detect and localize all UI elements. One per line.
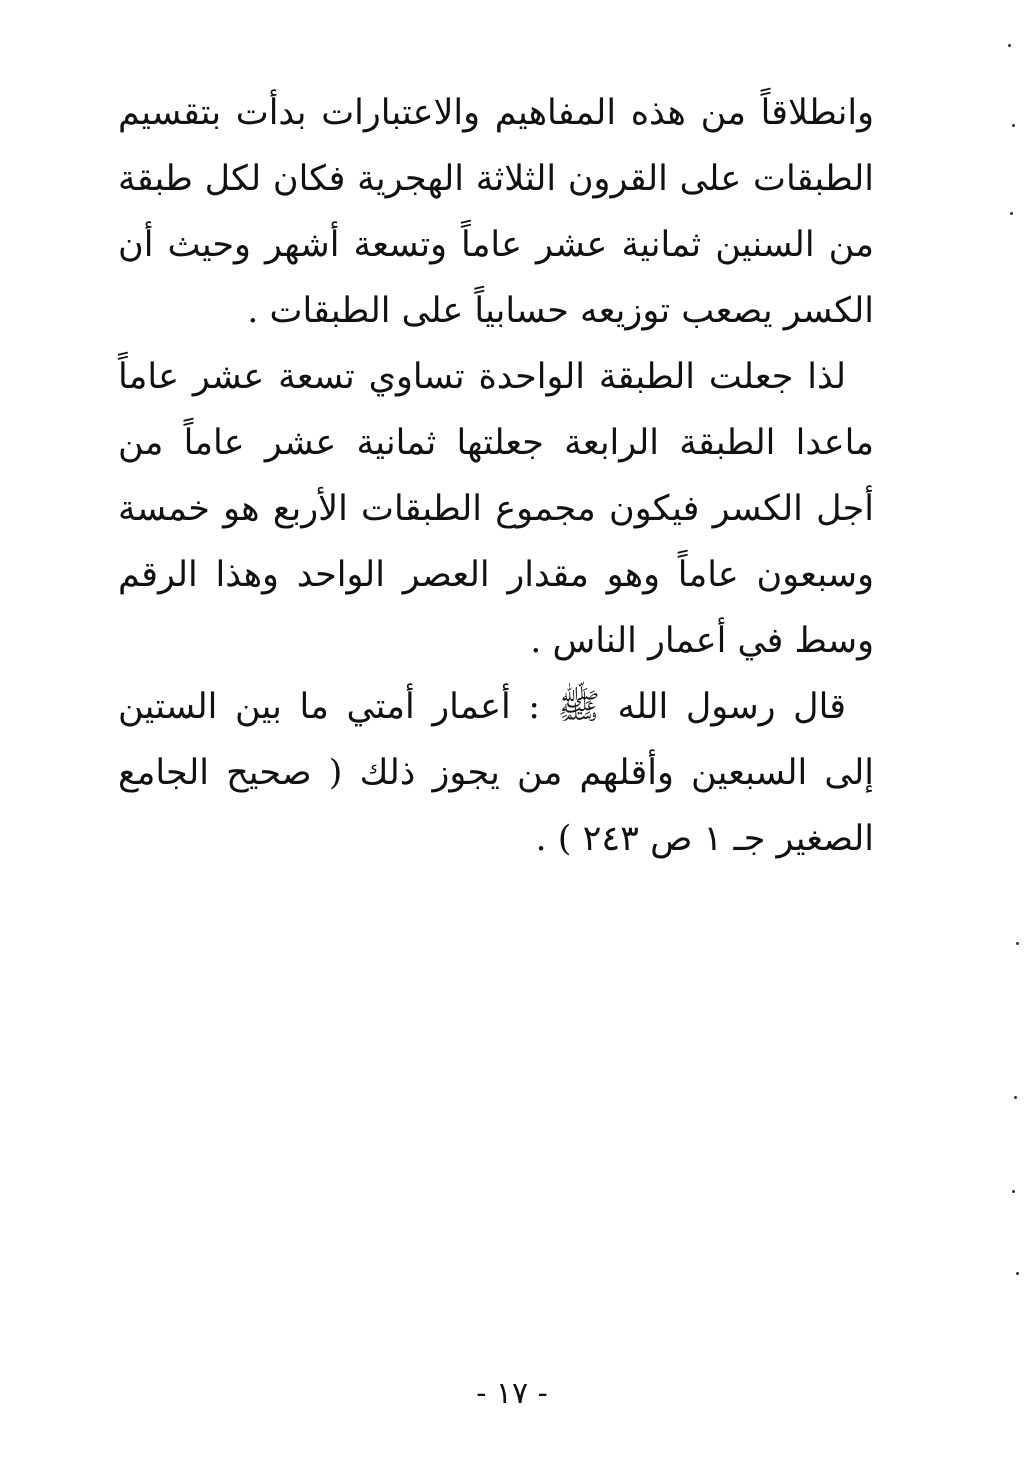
scan-speck xyxy=(1012,124,1015,127)
scan-speck xyxy=(1008,44,1011,47)
scan-speck xyxy=(1012,1190,1015,1193)
scan-speck xyxy=(1010,212,1013,215)
paragraph-1: وانطلاقاً من هذه المفاهيم والاعتبارات بدأت بتقسيم الطبقات على القرون الثلاثة الهجرية فكان لكل طبقة من السنين ثمانية عشر عاماً وتسعة أشهر وحيث أن الكسر يصعب توزيعه حسابياً على الطبقات . xyxy=(118,93,874,331)
page-number: - ١٧ - xyxy=(476,1376,548,1411)
page-body xyxy=(118,80,874,872)
scan-speck xyxy=(1014,1096,1017,1099)
scan-speck xyxy=(1016,1272,1019,1275)
paragraph-3: قال رسول الله ﷺ : أعمار أمتي ما بين الستين إلى السبعين وأقلهم من يجوز ذلك ( صحيح الجامع الصغير جـ ١ ص ٢٤٣ ) . xyxy=(118,687,874,859)
scan-speck xyxy=(1016,942,1019,945)
paragraph-2: لذا جعلت الطبقة الواحدة تساوي تسعة عشر عاماً ماعدا الطبقة الرابعة جعلتها ثمانية عشر عاماً من أجل الكسر فيكون مجموع الطبقات الأربع هو خمسة وسبعون عاماً وهو مقدار العصر الواحد وهذا الرقم وسط في أعمار الناس . xyxy=(118,357,874,661)
